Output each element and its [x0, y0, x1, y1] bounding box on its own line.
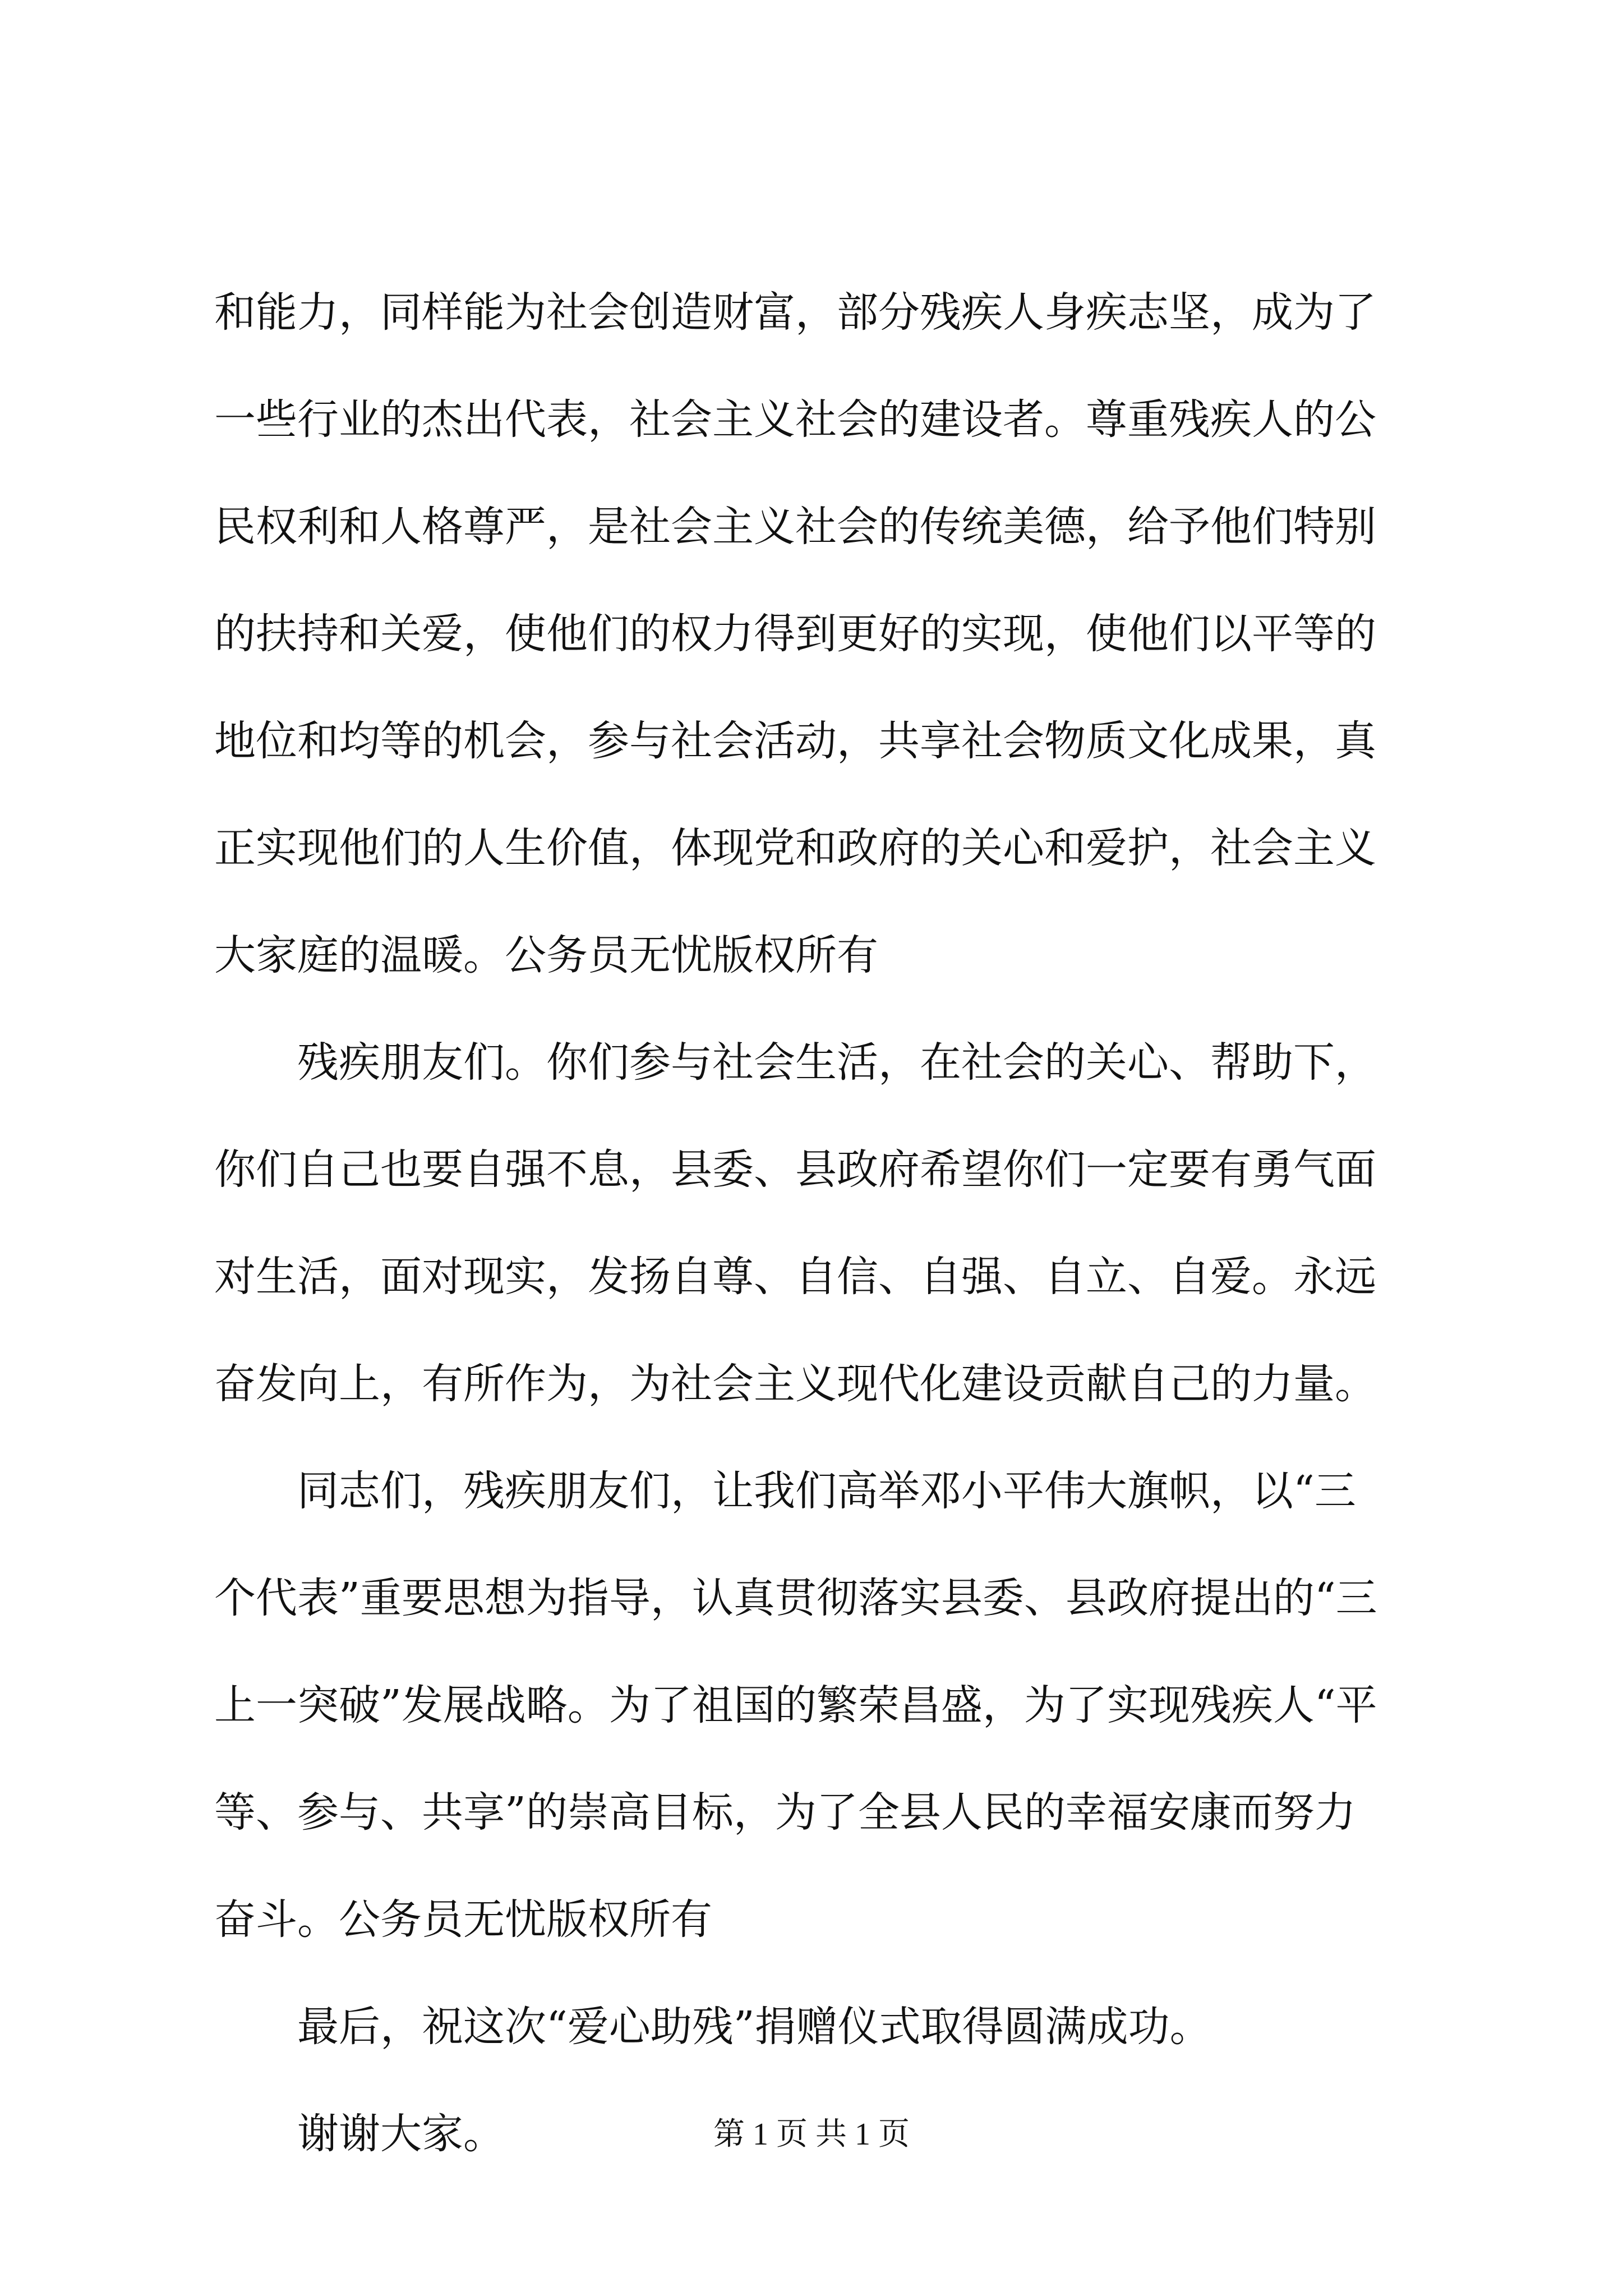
text-line: 对生活，面对现实，发扬自尊、自信、自强、自立、自爱。永远	[214, 1253, 1376, 1301]
paragraph-2	[214, 1009, 1420, 1438]
paragraph-1	[214, 259, 1420, 1009]
paragraph-3	[214, 1438, 1420, 1973]
text-line: 残疾朋友们。你们参与社会生活，在社会的关心、帮助下，	[297, 1038, 1376, 1087]
text-line: 你们自己也要自强不息，县委、县政府希望你们一定要有勇气面	[214, 1145, 1376, 1194]
text-line: 奋发向上，有所作为，为社会主义现代化建设贡献自己的力量。	[214, 1360, 1376, 1408]
page-number-footer: 第 1 页 共 1 页	[713, 2117, 910, 2152]
text-line: 谢谢大家。	[297, 2110, 505, 2158]
text-line: 上一突破”发展战略。为了祖国的繁荣昌盛，为了实现残疾人“平	[214, 1681, 1377, 1729]
text-line: 奋斗。公务员无忧版权所有	[214, 1895, 712, 1944]
text-line: 大家庭的温暖。公务员无忧版权所有	[214, 931, 878, 979]
text-line: 正实现他们的人生价值，体现党和政府的关心和爱护，社会主义	[214, 824, 1376, 872]
text-line: 地位和均等的机会，参与社会活动，共享社会物质文化成果，真	[214, 717, 1376, 765]
text-line: 一些行业的杰出代表，社会主义社会的建设者。尊重残疾人的公	[214, 395, 1376, 444]
text-line: 等、参与、共享”的崇高目标，为了全县人民的幸福安康而努力	[214, 1788, 1356, 1837]
document-body	[214, 259, 1420, 2188]
paragraph-4	[214, 1973, 1420, 2081]
text-line: 民权利和人格尊严，是社会主义社会的传统美德，给予他们特别	[214, 503, 1376, 551]
text-line: 和能力，同样能为社会创造财富，部分残疾人身疾志坚，成为了	[214, 288, 1376, 337]
text-line: 个代表”重要思想为指导，认真贯彻落实县委、县政府提出的“三	[214, 1574, 1377, 1622]
text-line: 最后，祝这次“爱心助残”捐赠仪式取得圆满成功。	[297, 2003, 1211, 2051]
text-line: 同志们，残疾朋友们，让我们高举邓小平伟大旗帜，以“三	[297, 1467, 1356, 1515]
text-line: 的扶持和关爱，使他们的权力得到更好的实现，使他们以平等的	[214, 610, 1376, 658]
